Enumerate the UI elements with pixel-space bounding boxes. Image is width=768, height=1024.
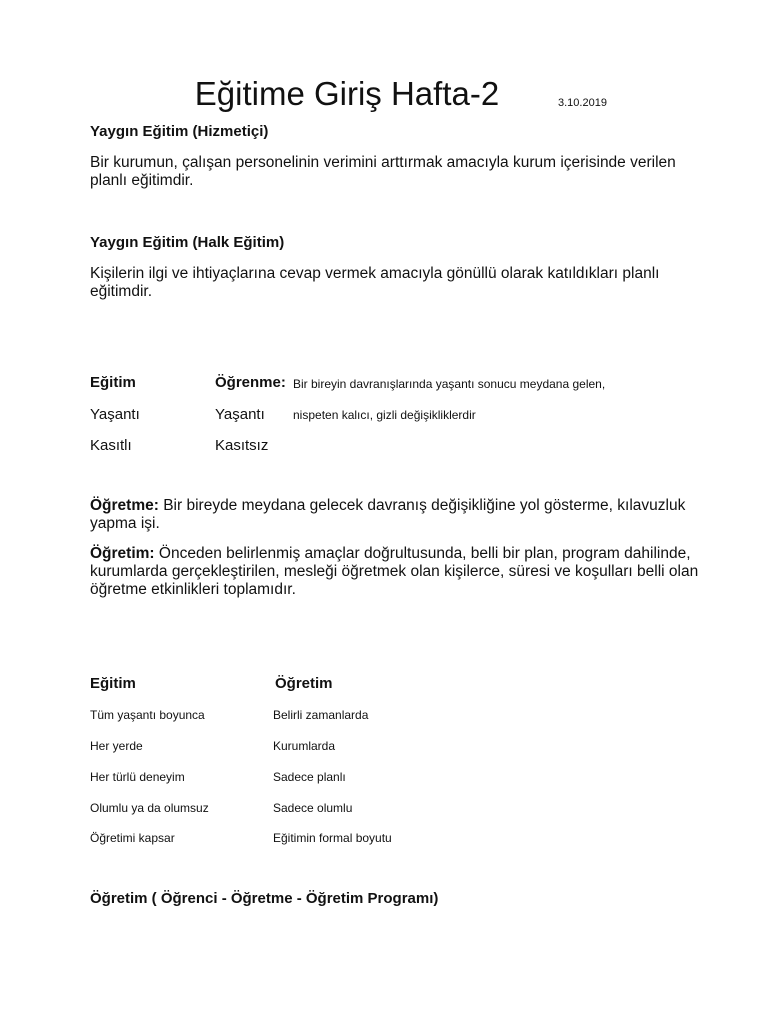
table-header-ogretim: Öğretim (275, 675, 333, 692)
table-row-1-col1: Tüm yaşantı boyunca (90, 708, 205, 722)
definition-ogretim (90, 545, 710, 599)
document-date: 3.10.2019 (558, 97, 607, 109)
table-row-5-col2: Eğitimin formal boyutu (273, 831, 392, 845)
footer-heading: Öğretim ( Öğrenci - Öğretme - Öğretim Programı) (90, 890, 439, 907)
definition-ogretim-term: Öğretim: (90, 545, 155, 562)
comparison-left-1: Eğitim (90, 374, 136, 391)
comparison-right-term: Öğrenme: (215, 374, 286, 391)
comparison-left-2: Yaşantı (90, 406, 140, 423)
definition-ogretme (90, 497, 710, 533)
table-row-3-col2: Sadece planlı (273, 770, 346, 784)
section-text-halk-egitim: Kişilerin ilgi ve ihtiyaçlarına cevap vermek amacıyla gönüllü olarak katıldıkları planlı eğitimdir. (90, 265, 660, 300)
definition-ogretim-text: Önceden belirlenmiş amaçlar doğrultusunda, belli bir plan, program dahilinde, kurumlarda gerçekleştirilen, mesleği öğretmek olan kişilerce, süresi ve koşulları belli olan öğretme etkinlikleri toplamıdır. (90, 545, 699, 598)
comparison-right-1: Yaşantı (215, 406, 265, 423)
definition-ogretme-term: Öğretme: (90, 497, 159, 514)
section-heading-halk-egitim: Yaygın Eğitim (Halk Eğitim) (90, 234, 285, 251)
table-row-1-col2: Belirli zamanlarda (273, 708, 369, 722)
comparison-left-3: Kasıtlı (90, 437, 132, 454)
comparison-right-2: Kasıtsız (215, 437, 269, 454)
table-row-2-col2: Kurumlarda (273, 739, 336, 753)
definition-ogretme-text: Bir bireyde meydana gelecek davranış değişikliğine yol gösterme, kılavuzluk yapma işi. (90, 497, 686, 532)
comparison-definition-line1: Bir bireyin davranışlarında yaşantı sonucu meydana gelen, (293, 377, 606, 391)
section-text-hizmetici: Bir kurumun, çalışan personelinin verimini arttırmak amacıyla kurum içerisinde verilen planlı eğitimdir. (90, 154, 676, 189)
table-row-5-col1: Öğretimi kapsar (90, 831, 175, 845)
table-row-3-col1: Her türlü deneyim (90, 770, 185, 784)
table-row-4-col2: Sadece olumlu (273, 801, 353, 815)
page-title: Eğitime Giriş Hafta-2 (194, 75, 500, 112)
comparison-definition-line2: nispeten kalıcı, gizli değişikliklerdir (293, 408, 476, 422)
table-header-egitim: Eğitim (90, 675, 136, 692)
table-row-4-col1: Olumlu ya da olumsuz (90, 801, 209, 815)
section-heading-hizmetici: Yaygın Eğitim (Hizmetiçi) (90, 123, 269, 140)
table-row-2-col1: Her yerde (90, 739, 143, 753)
